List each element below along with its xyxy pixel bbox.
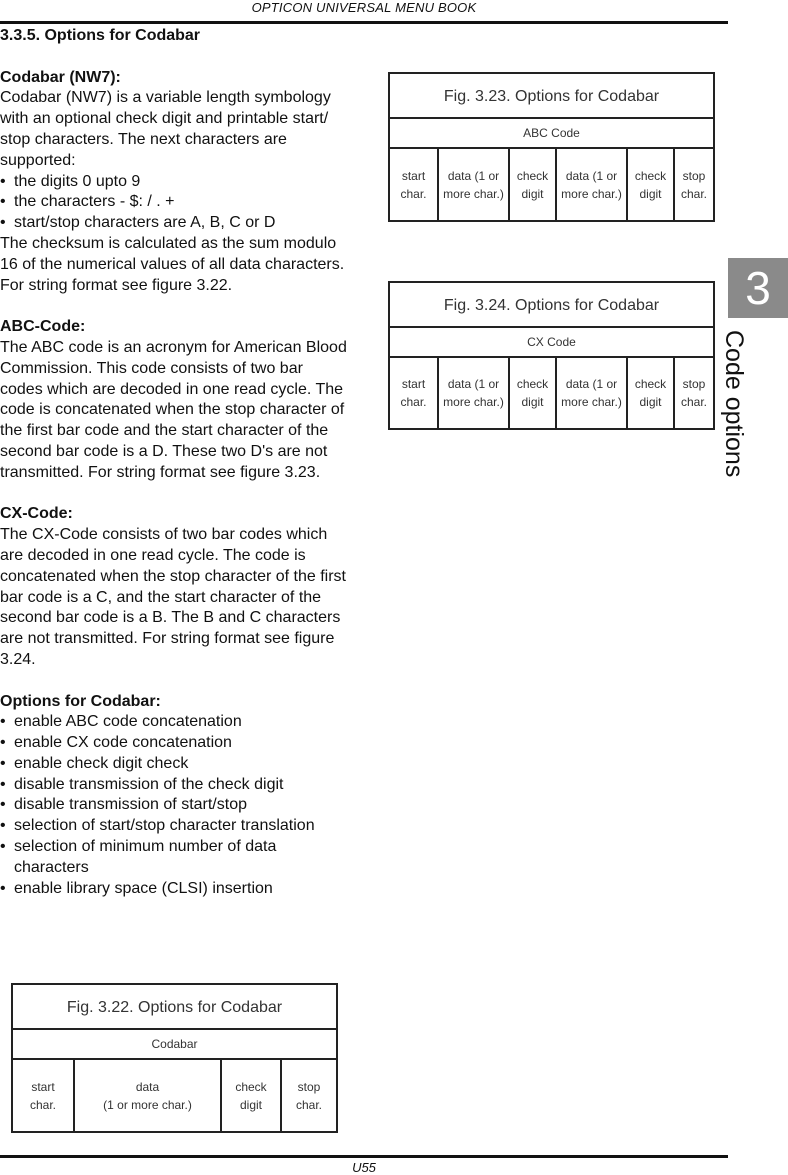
header-rule [0,21,728,24]
codabar-text: Codabar (NW7) is a variable length symbology with an optional check digit and printable start/ stop characters. The next characters are supported: [0,89,331,169]
list-item: • selection of minimum number of data characters [0,837,350,879]
options-heading: Options for Codabar: [0,692,161,710]
page-header: OPTICON UNIVERSAL MENU BOOK [251,0,477,15]
cx-text: The CX-Code consists of two bar codes which are decoded in one read cycle. The code is concatenated when the stop character of the first bar code is a C, and the start character of the second bar code is a B. The B and C characters are not transmitted. For string format see figure 3.24. [0,526,346,668]
cell-start-char: start char. [400,168,427,201]
cell-data: data (1 or more char.) [555,358,626,428]
figure-title: Fig. 3.24. Options for Codabar [390,283,713,328]
figure-subtitle: CX Code [390,328,713,358]
cell-check-digit: check digit [626,358,673,428]
cell-stop-char: stop char. [673,149,713,220]
section-title: 3.3.5. Options for Codabar [0,27,201,44]
cell-stop-char: stop char. [280,1060,336,1131]
list-item: • enable library space (CLSI) insertion [0,879,350,900]
cell-start-char: start char. [400,377,427,409]
options-bullets [0,712,350,899]
list-item: • disable transmission of start/stop [0,795,350,816]
chapter-tab: 3 [728,258,788,318]
codabar-text2: The checksum is calculated as the sum modulo 16 of the numerical values of all data characters. For string format see figure 3.22. [0,234,345,294]
figure-abc-code [388,72,715,222]
list-item: • disable transmission of the check digit [0,775,350,796]
chapter-title: Code options [720,330,748,478]
figure-subtitle: Codabar [13,1030,336,1060]
list-item: • enable ABC code concatenation [0,712,350,733]
cell-data: data (1 or more char.) [437,149,508,220]
figure-codabar [11,983,338,1133]
figure-cells [390,358,713,428]
cx-heading: CX-Code: [0,505,73,523]
figure-subtitle: ABC Code [390,119,713,149]
list-item: • enable CX code concatenation [0,733,350,754]
cell-check-digit: check digit [626,149,673,220]
cell-start-char: start char. [29,1079,56,1112]
body-text [0,26,350,899]
cell-check-digit: check digit [220,1060,280,1131]
cell-data: data (1 or more char.) [555,149,626,220]
list-item: • enable check digit check [0,754,350,775]
cell-check-digit: check digit [508,149,555,220]
figure-title: Fig. 3.23. Options for Codabar [390,74,713,119]
list-item: • the characters - $: / . + [0,192,350,213]
cell-stop-char: stop char. [673,358,713,428]
list-item: • the digits 0 upto 9 [0,172,350,193]
figure-title: Fig. 3.22. Options for Codabar [13,985,336,1030]
codabar-bullets [0,172,350,234]
abc-heading: ABC-Code: [0,318,86,336]
figure-cx-code [388,281,715,430]
codabar-heading: Codabar (NW7): [0,68,121,86]
figure-cells [390,149,713,220]
footer-rule [0,1155,728,1158]
cell-data: data (1 or more char.) [437,358,508,428]
cell-data: data (1 or more char.) [73,1060,220,1131]
abc-text: The ABC code is an acronym for American Blood Commission. This code consists of two bar codes which are decoded in one read cycle. The code is concatenated when the stop character of the first bar code and the start character of the second bar code is a D. These two D's are not transmitted. For string format see figure 3.23. [0,338,347,481]
cell-check-digit: check digit [508,358,555,428]
page-number: U55 [352,1160,376,1175]
list-item: • start/stop characters are A, B, C or D [0,213,350,234]
list-item: • selection of start/stop character translation [0,816,350,837]
figure-cells [13,1060,336,1131]
